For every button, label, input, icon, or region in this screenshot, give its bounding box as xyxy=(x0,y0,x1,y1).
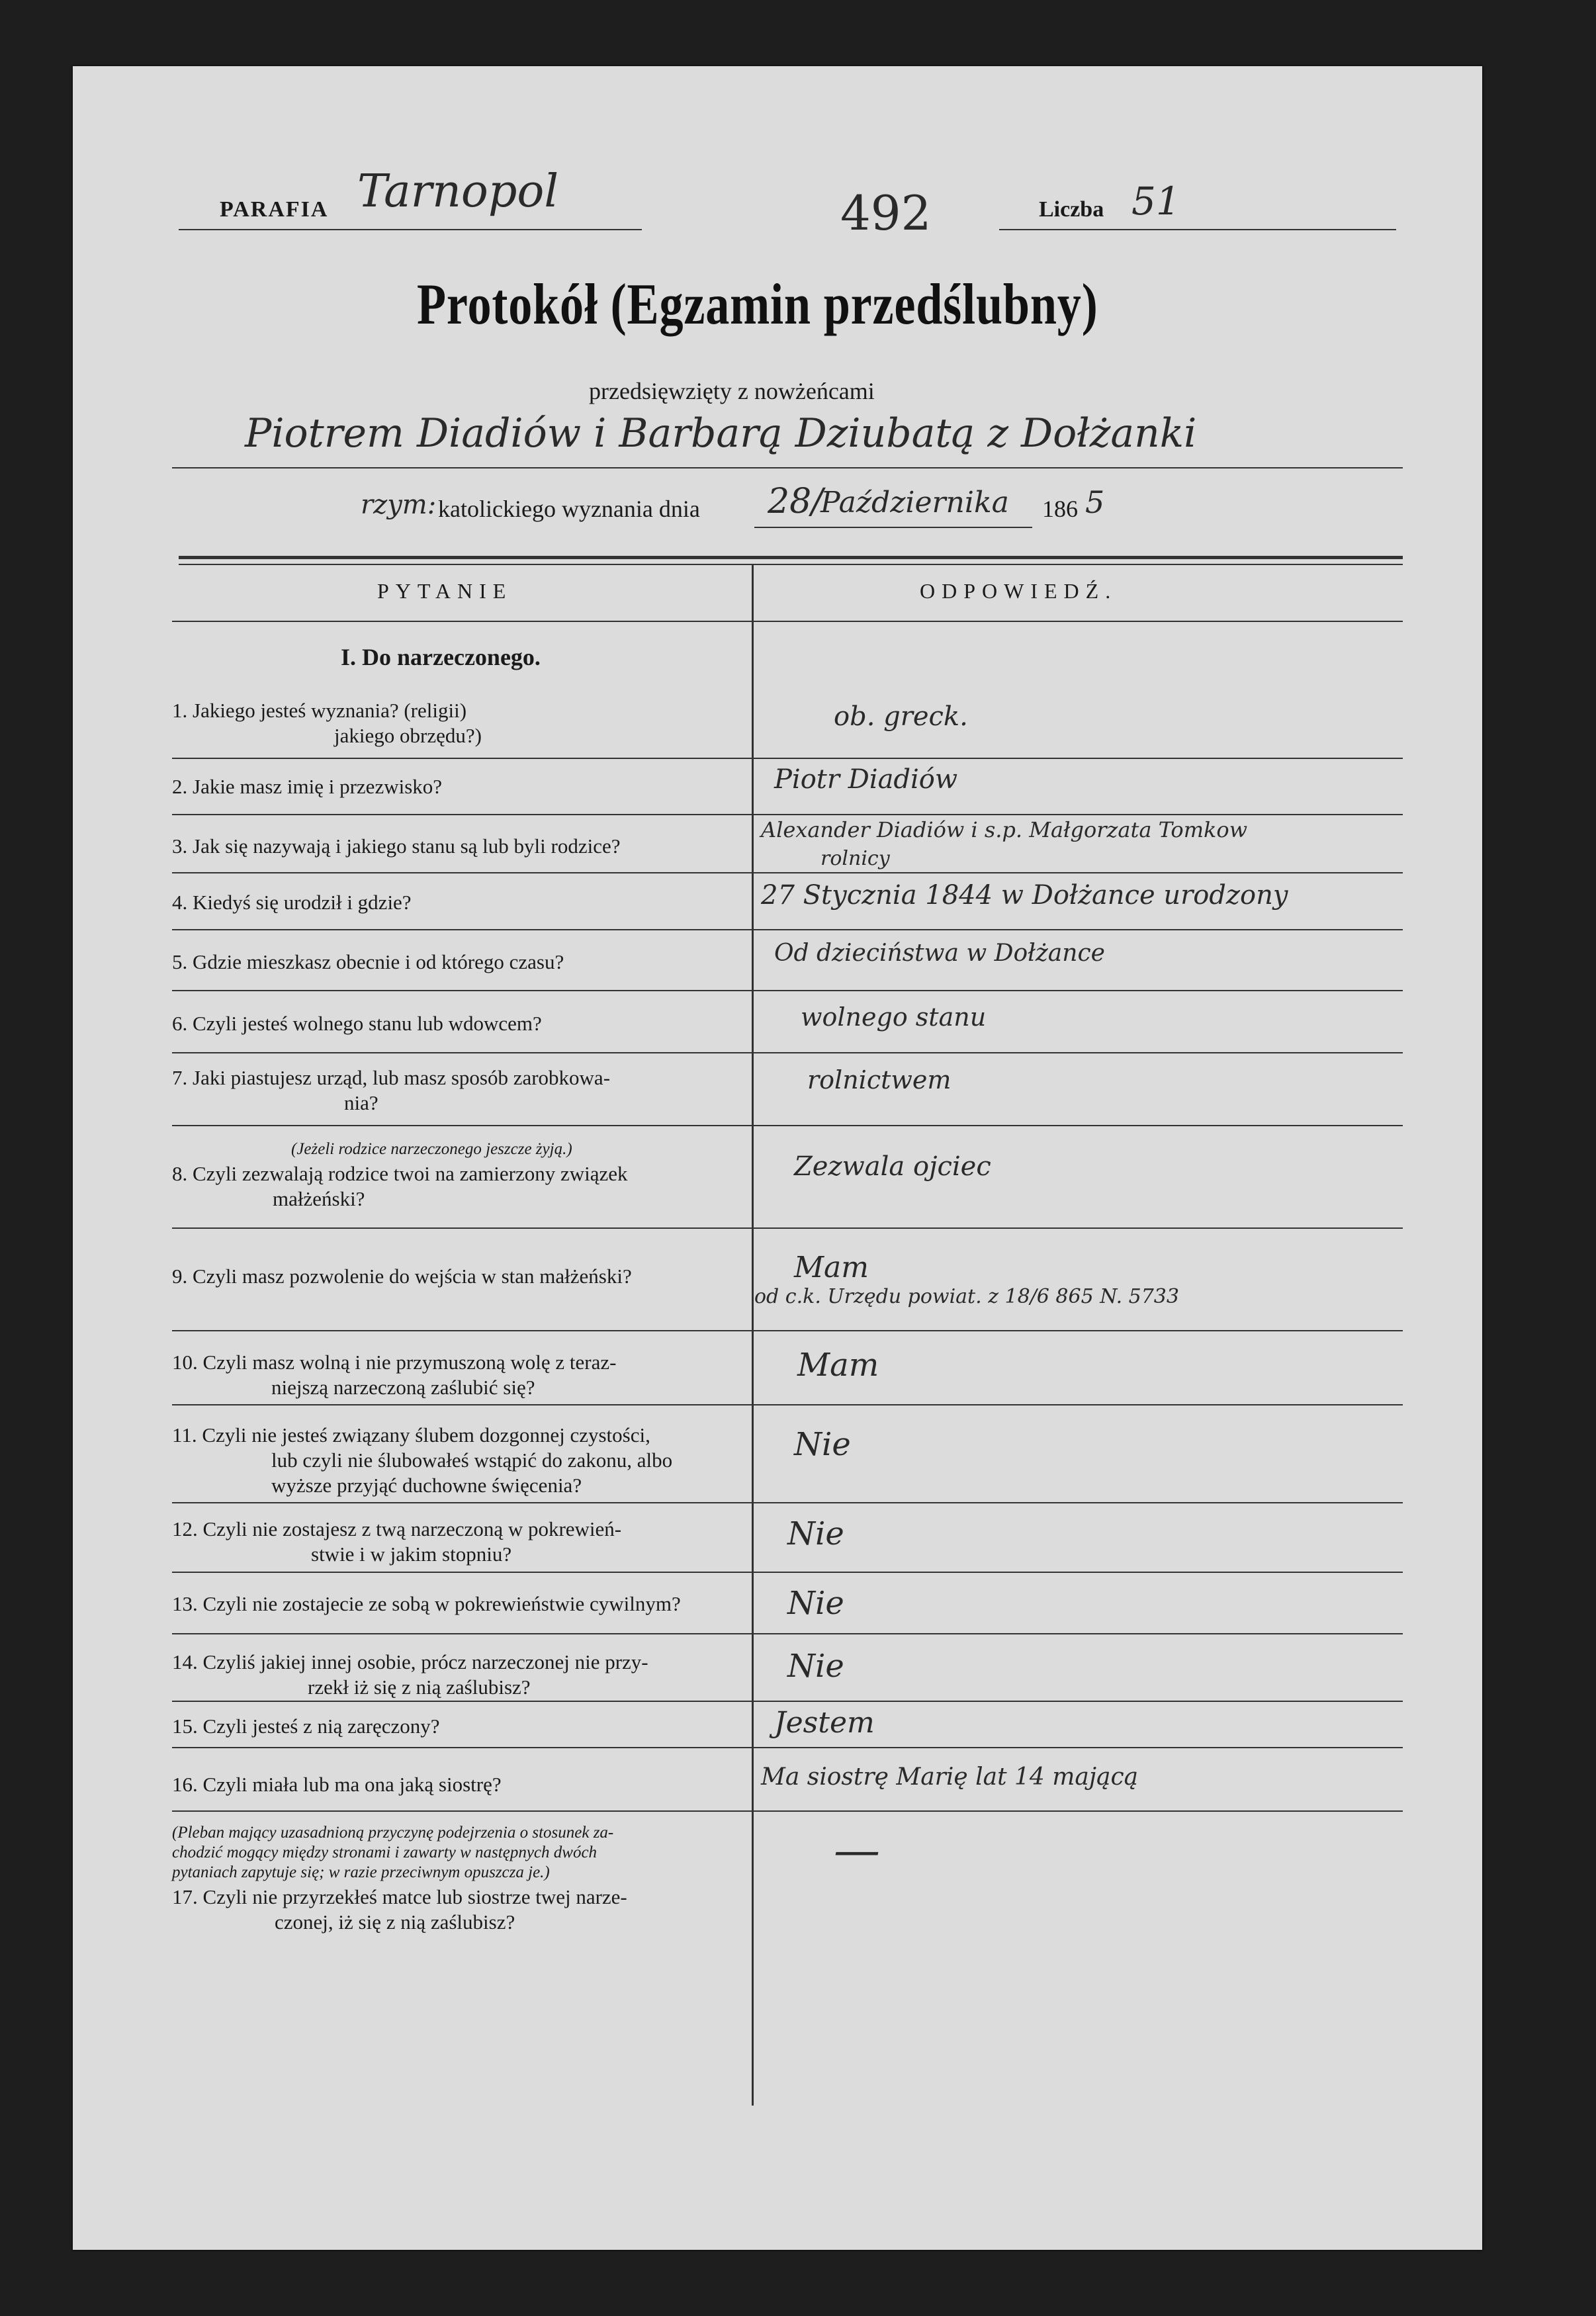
row-rule-14 xyxy=(172,1701,1403,1702)
subtitle: przedsięwzięty z nowżeńcami xyxy=(589,378,875,404)
row-rule-1 xyxy=(172,758,1403,759)
row-rule-9 xyxy=(172,1330,1403,1331)
question-3: 3. Jak się nazywają i jakiego stanu są lub byli rodzice? xyxy=(172,834,621,858)
answer-6: wolnego stanu xyxy=(801,1002,987,1032)
question-11 xyxy=(172,1423,754,1498)
year-handwritten: 5 xyxy=(1085,484,1105,520)
answer-4: 27 Stycznia 1844 w Dołżance urodzony xyxy=(761,880,1288,911)
question-8-line-1: 8. Czyli zezwalają rodzice twoi na zamierzony związek xyxy=(172,1162,628,1185)
question-11-line-1: 11. Czyli nie jesteś związany ślubem dozgonnej czystości, xyxy=(172,1423,650,1447)
answer-12: Nie xyxy=(787,1515,844,1552)
archive-number: 492 xyxy=(840,185,932,241)
answer-5: Od dzieciństwa w Dołżance xyxy=(774,940,1105,967)
row-rule-4 xyxy=(172,929,1403,930)
row-rule-13 xyxy=(172,1633,1403,1634)
question-4: 4. Kiedyś się urodził i gdzie? xyxy=(172,891,412,914)
row-rule-2 xyxy=(172,814,1403,815)
answer-7: rolnictwem xyxy=(807,1065,952,1094)
question-17-note xyxy=(172,1823,754,1883)
question-14-line-1: 14. Czyliś jakiej innej osobie, prócz narzeczonej nie przy- xyxy=(172,1650,648,1673)
number-label: Liczba xyxy=(1039,197,1104,222)
question-15: 15. Czyli jesteś z nią zaręczony? xyxy=(172,1715,440,1738)
answer-16: Ma siostrę Marię lat 14 mającą xyxy=(761,1763,1139,1791)
table-top-rule-thin xyxy=(179,564,1403,565)
question-8-line-2: małżeński? xyxy=(273,1187,365,1210)
question-12-line-2: stwie i w jakim stopniu? xyxy=(311,1542,512,1566)
row-rule-6 xyxy=(172,1052,1403,1053)
question-10-line-1: 10. Czyli masz wolną i nie przymuszoną wolę z teraz- xyxy=(172,1351,617,1374)
answer-11: Nie xyxy=(794,1426,851,1463)
question-2: 2. Jakie masz imię i przezwisko? xyxy=(172,775,443,798)
row-rule-5 xyxy=(172,990,1403,991)
question-1 xyxy=(172,698,741,748)
row-rule-11 xyxy=(172,1502,1403,1503)
question-17-note-line-1: (Pleban mający uzasadnioną przyczynę podejrzenia o stosunek za- xyxy=(172,1824,614,1842)
table-top-rule xyxy=(179,556,1403,559)
answer-15: Jestem xyxy=(774,1706,875,1740)
parish-underline xyxy=(179,229,642,230)
answer-2: Piotr Diadiów xyxy=(774,764,958,795)
row-rule-7 xyxy=(172,1125,1403,1126)
rite-value: rzym: xyxy=(361,490,437,520)
number-value: 51 xyxy=(1131,179,1180,224)
question-7-line-2: nia? xyxy=(344,1091,378,1114)
question-10-line-2: niejszą narzeczoną zaślubić się? xyxy=(271,1376,535,1399)
question-17-line-1: 17. Czyli nie przyrzekłeś matce lub siostrze twej narze- xyxy=(172,1885,627,1908)
date-month: Października xyxy=(820,486,1009,519)
answer-10: Mam xyxy=(797,1347,879,1384)
confession-text: katolickiego wyznania dnia xyxy=(438,496,700,522)
row-rule-8 xyxy=(172,1227,1403,1229)
question-7-line-1: 7. Jaki piastujesz urząd, lub masz sposób zarobkowa- xyxy=(172,1066,611,1089)
row-rule-16 xyxy=(172,1810,1403,1812)
date-underline xyxy=(754,527,1032,528)
question-1-line-1: 1. Jakiego jesteś wyznania? (religii) xyxy=(172,699,467,722)
header-rule xyxy=(172,621,1403,622)
answer-17: — xyxy=(834,1823,880,1877)
column-header-question: PYTANIE xyxy=(377,579,513,603)
question-9: 9. Czyli masz pozwolenie do wejścia w stan małżeński? xyxy=(172,1265,632,1288)
column-header-answer: ODPOWIEDŹ. xyxy=(920,579,1118,603)
question-12 xyxy=(172,1517,748,1567)
question-17-line-2: czonej, iż się z nią zaślubisz? xyxy=(275,1910,515,1934)
question-14 xyxy=(172,1650,748,1700)
answer-9: Mam xyxy=(794,1251,869,1284)
date-day: 28/ xyxy=(768,482,823,521)
question-14-line-2: rzekł iż się z nią zaślubisz? xyxy=(308,1675,531,1699)
answer-13: Nie xyxy=(787,1585,844,1622)
question-10 xyxy=(172,1350,748,1400)
question-17 xyxy=(172,1885,754,1935)
question-11-line-2: lub czyli nie ślubowałeś wstąpić do zakonu, albo xyxy=(271,1448,673,1472)
question-17-note-line-2: chodzić mogący między stronami i zawarty w następnych dwóch xyxy=(172,1844,598,1861)
parish-value: Tarnopol xyxy=(357,165,559,218)
question-5: 5. Gdzie mieszkasz obecnie i od którego czasu? xyxy=(172,950,564,973)
question-17-note-line-3: pytaniach zapytuje się; w razie przeciwnym opuszcza je.) xyxy=(172,1863,550,1881)
answer-9-line-2: od c.k. Urzędu powiat. z 18/6 865 N. 5733 xyxy=(754,1285,1179,1308)
row-rule-12 xyxy=(172,1572,1403,1573)
question-1-line-2: jakiego obrzędu?) xyxy=(334,724,482,747)
section-title: I. Do narzeczonego. xyxy=(341,644,541,670)
answer-8: Zezwala ojciec xyxy=(794,1151,991,1182)
answer-14: Nie xyxy=(787,1648,844,1685)
question-11-line-3: wyższe przyjąć duchowne święcenia? xyxy=(271,1474,582,1497)
answer-3-line-2: rolnicy xyxy=(820,847,890,870)
couple-underline xyxy=(172,467,1403,468)
row-rule-15 xyxy=(172,1747,1403,1748)
couple-names: Piotrem Diadiów i Barbarą Dziubatą z Dołżanki xyxy=(245,410,1197,457)
question-13: 13. Czyli nie zostajecie ze sobą w pokrewieństwie cywilnym? xyxy=(172,1592,681,1615)
year-printed: 186 xyxy=(1042,496,1078,522)
question-16: 16. Czyli miała lub ma ona jaką siostrę? xyxy=(172,1773,502,1796)
question-6: 6. Czyli jesteś wolnego stanu lub wdowcem? xyxy=(172,1012,542,1035)
row-rule-10 xyxy=(172,1404,1403,1405)
answer-3: Alexander Diadiów i s.p. Małgorzata Tomkow xyxy=(761,817,1248,842)
row-rule-3 xyxy=(172,872,1403,873)
question-8 xyxy=(172,1161,748,1212)
question-8-note: (Jeżeli rodzice narzeczonego jeszcze żyją.) xyxy=(291,1140,572,1158)
document-page xyxy=(73,66,1482,2250)
parish-label: PARAFIA xyxy=(220,197,329,222)
number-underline xyxy=(999,229,1396,230)
answer-1: ob. greck. xyxy=(834,701,968,732)
question-12-line-1: 12. Czyli nie zostajesz z twą narzeczoną w pokrewień- xyxy=(172,1517,622,1540)
page-title: Protokół (Egzamin przedślubny) xyxy=(417,273,1098,337)
question-7 xyxy=(172,1065,741,1116)
